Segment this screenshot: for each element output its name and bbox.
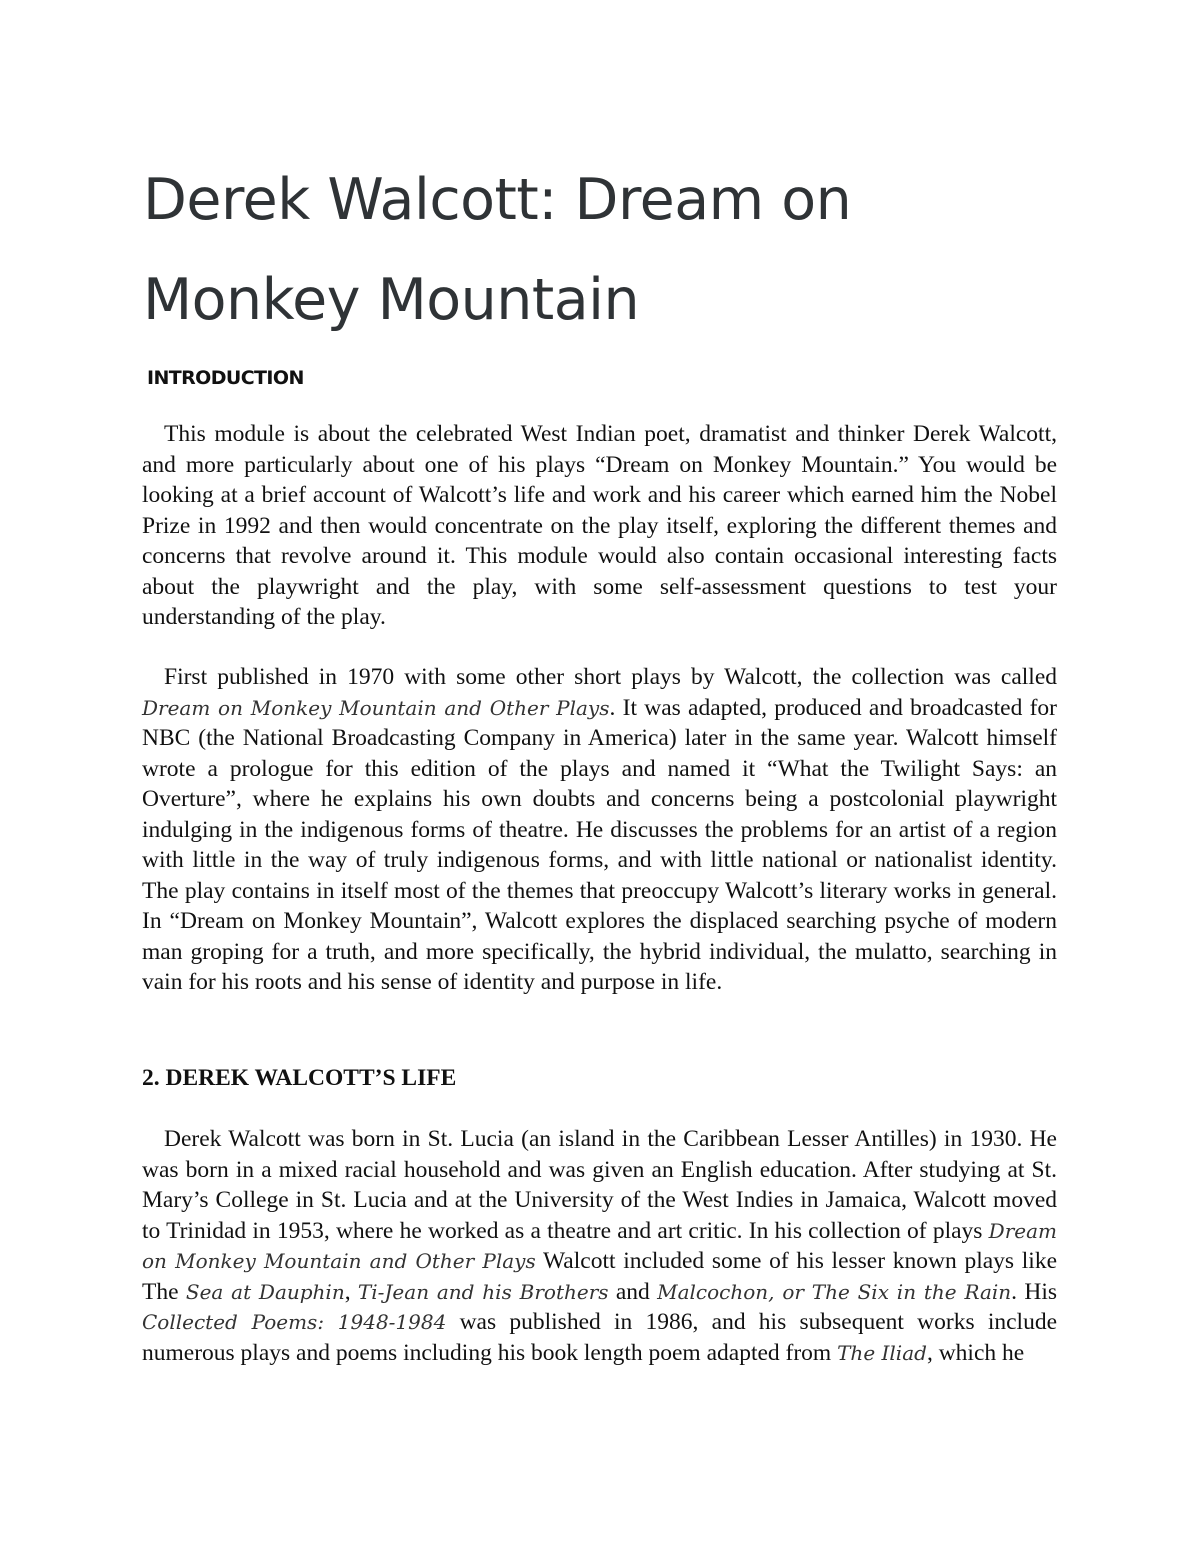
paragraph-text: Derek Walcott was born in St. Lucia (an island in the Caribbean Lesser Antilles) in 1930. He was born in a mixed racial household and was given an English education. After studying at St. Mary’s College in St. Lucia and at the University of the West Indies in Jamaica, Walcott moved to Trinidad in 1953, where he worked as a theatre and art critic. In his collection of plays — [142, 1126, 1057, 1244]
italic-play-title: Sea at Dauphin — [185, 1279, 345, 1304]
life-paragraph-1 — [142, 1124, 1057, 1368]
italic-play-title: Malcochon, or The Six in the Rain — [657, 1279, 1012, 1304]
paragraph-text: . It was adapted, produced and broadcasted for NBC (the National Broadcasting Company in America) later in the same year. Walcott himself wrote a prologue for this edition of the plays and named it “What the Twilight Says: an Overture”, where he explains his own doubts and concerns being a postcolonial playwright indulging in the indigenous forms of theatre. He discusses the problems for an artist of a region with little in the way of truly indigenous forms, and with little national or nationalist identity. The play contains in itself most of the themes that preoccupy Walcott’s literary works in general. In “Dream on Monkey Mountain”, Walcott explores the displaced searching psyche of modern man groping for a truth, and more specifically, the hybrid individual, the mulatto, searching in vain for his roots and his sense of identity and purpose in life. — [142, 694, 1057, 995]
italic-play-title: Dream on Monkey Mountain and Other Plays — [142, 1218, 1057, 1273]
italic-book-title: The Iliad — [837, 1340, 927, 1365]
document-title: Derek Walcott: Dream on Monkey Mountain — [143, 167, 852, 333]
introduction-heading: INTRODUCTION — [147, 367, 304, 389]
paragraph-text: , which he — [926, 1339, 1025, 1366]
section-heading-life: 2. DEREK WALCOTT’S LIFE — [142, 1065, 457, 1091]
paragraph-text: was published in 1986, and his subsequent works include numerous plays and poems including his book length poem adapted from — [142, 1309, 1057, 1366]
paragraph-text: and — [608, 1278, 658, 1305]
introduction-paragraph-2 — [142, 662, 1057, 998]
paragraph-text: , — [344, 1278, 358, 1305]
italic-play-title: Dream on Monkey Mountain and Other Plays — [142, 695, 610, 720]
paragraph-text: First published in 1970 with some other short plays by Walcott, the collection was called — [164, 664, 1057, 690]
italic-book-title: Collected Poems: 1948-1984 — [142, 1310, 447, 1334]
italic-play-title: Ti-Jean and his Brothers — [357, 1279, 609, 1304]
introduction-paragraph-1: This module is about the celebrated West Indian poet, dramatist and thinker Derek Walcott, and more particularly about one of his plays “Dream on Monkey Mountain.” You would be looking at a brief account of Walcott’s life and work and his career which earned him the Nobel Prize in 1992 and then would concentrate on the play itself, exploring the different themes and concerns that revolve around it. This module would also contain occasional interesting facts about the playwright and the play, with some self-assessment questions to test your understanding of the play. — [142, 421, 1057, 630]
paragraph-text: . His — [1011, 1278, 1058, 1305]
paragraph-text: Walcott included some of his lesser known plays like The — [142, 1248, 1058, 1305]
